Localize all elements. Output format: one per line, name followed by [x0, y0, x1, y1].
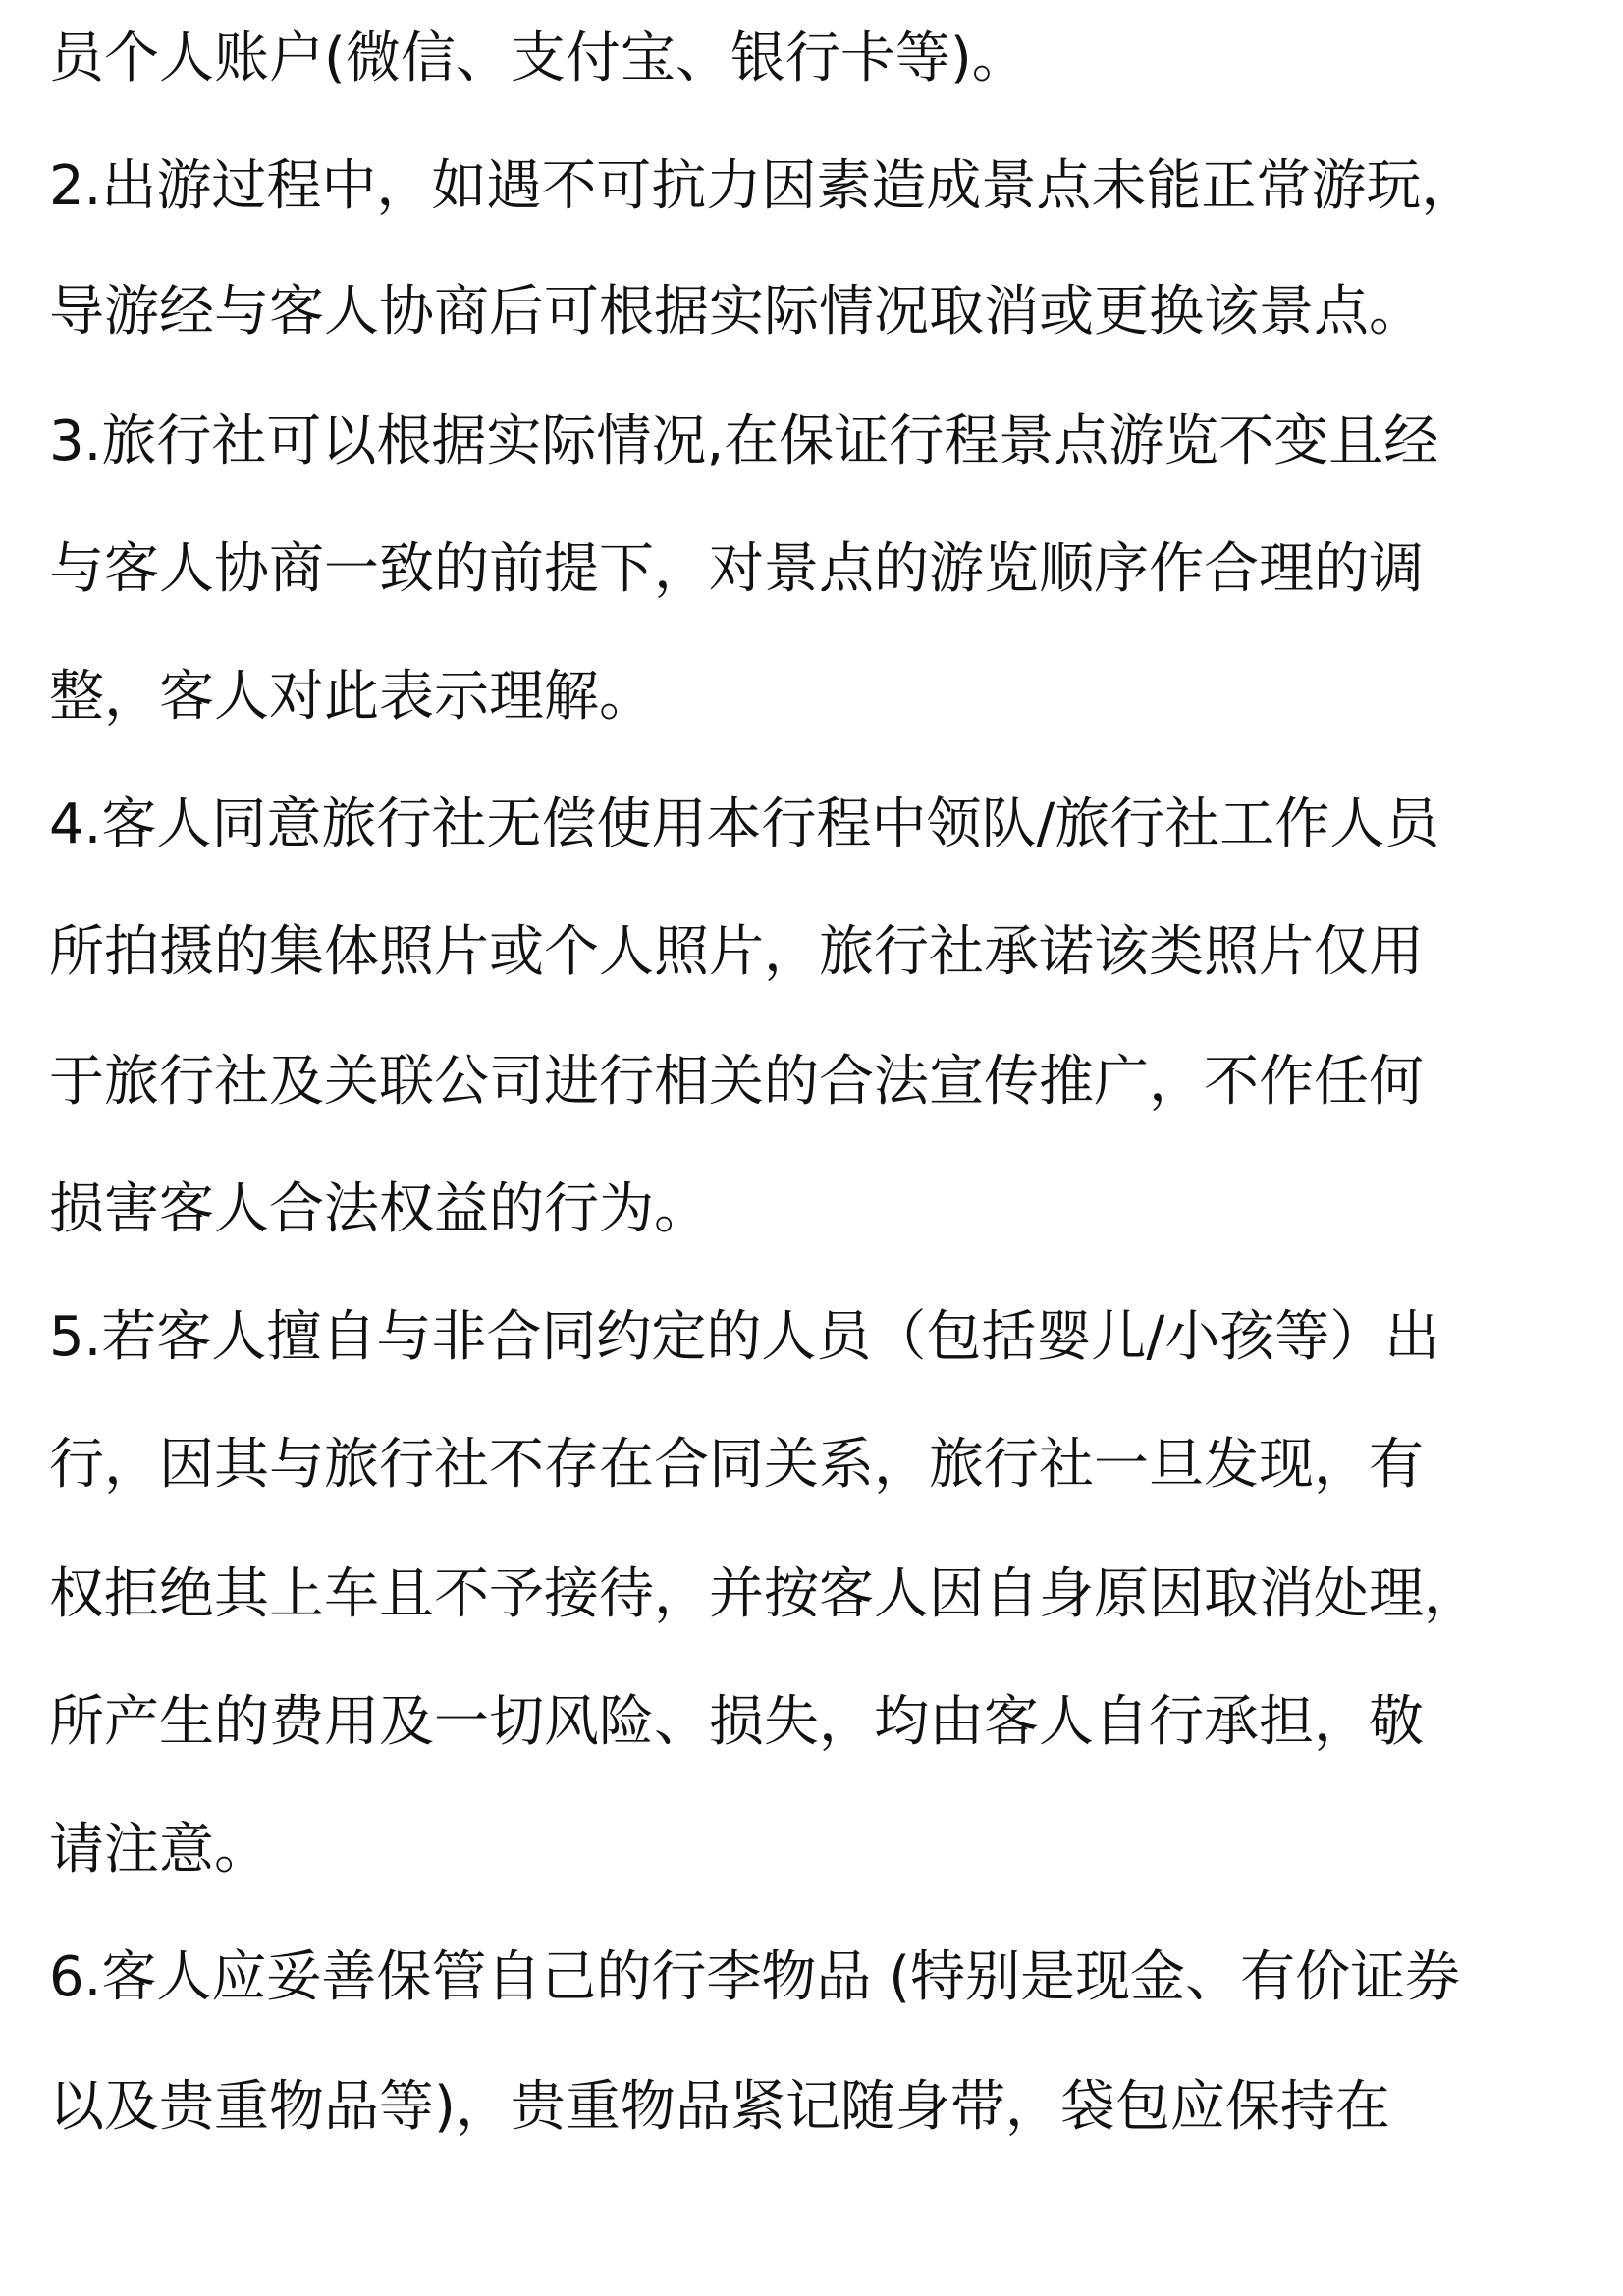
text-line-13: 权拒绝其上车且不予接待，并按客人因自身原因取消处理，	[49, 1562, 1479, 1626]
text-line-10: 损害客人合法权益的行为。	[49, 1177, 709, 1241]
text-line-14: 所产生的费用及一切风险、损失，均由客人自行承担，敬	[49, 1690, 1424, 1754]
text-line-8: 所拍摄的集体照片或个人照片，旅行社承诺该类照片仅用	[49, 920, 1424, 984]
text-line-12: 行，因其与旅行社不存在合同关系，旅行社一旦发现，有	[49, 1433, 1424, 1497]
text-line-17: 以及贵重物品等)，贵重物品紧记随身带，袋包应保持在	[49, 2075, 1390, 2139]
text-line-16: 6.客人应妥善保管自己的行李物品 (特别是现金、有价证券	[49, 1945, 1461, 2009]
text-line-1: 员个人账户(微信、支付宝、银行卡等)。	[49, 27, 1027, 90]
text-line-11: 5.若客人擅自与非合同约定的人员（包括婴儿/小孩等）出	[49, 1305, 1440, 1369]
text-line-6: 整，客人对此表示理解。	[49, 665, 654, 729]
text-line-4: 3.旅行社可以根据实际情况,在保证行程景点游览不变且经	[49, 410, 1439, 473]
text-line-15: 请注意。	[49, 1818, 269, 1882]
text-line-2: 2.出游过程中，如遇不可抗力因素造成景点未能正常游玩，	[49, 154, 1477, 218]
text-line-7: 4.客人同意旅行社无偿使用本行程中领队/旅行社工作人员	[49, 793, 1440, 856]
text-line-9: 于旅行社及关联公司进行相关的合法宣传推广，不作任何	[49, 1050, 1424, 1114]
text-line-5: 与客人协商一致的前提下，对景点的游览顺序作合理的调	[49, 537, 1424, 601]
text-line-3: 导游经与客人协商后可根据实际情况取消或更换该景点。	[49, 280, 1424, 344]
